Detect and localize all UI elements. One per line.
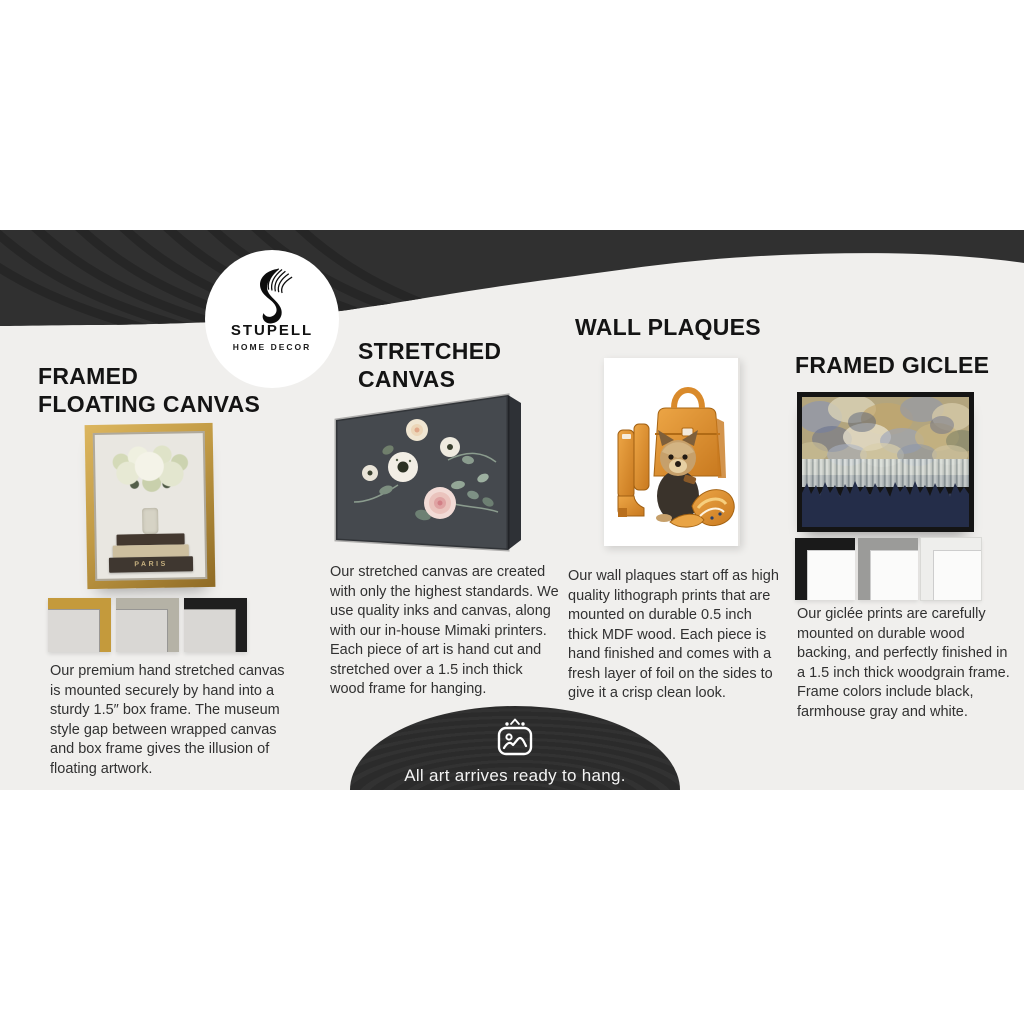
banner-text: All art arrives ready to hang. — [404, 766, 626, 785]
stretched-canvas-description: Our stretched canvas are created with only the highest standards. We use quality inks and canvas, along with our in-house Mimaki printers. Each piece of art is hand cut and stretched over a 1.5 inch thick wood frame for hanging. — [330, 564, 559, 697]
dog-with-orange-accessories-illustration — [604, 358, 738, 544]
giclee-frame-swatch-farmhouse-gray — [858, 538, 918, 600]
section-title-framed-floating-canvas: FRAMED FLOATING CANVAS — [38, 363, 261, 417]
frame-swatch-gold — [48, 598, 111, 652]
product-photo-wall-plaque — [604, 358, 740, 546]
framed-art-icon — [492, 718, 538, 764]
section-title-framed-giclee: FRAMED GICLEE — [795, 352, 990, 378]
section-title-stretched-canvas: STRETCHED CANVAS — [358, 338, 502, 392]
framed-floating-canvas-description: Our premium hand stretched canvas is mounted securely by hand into a sturdy 1.5″ box frame. The museum style gap between wrapped canvas and box frame gives the illusion of floating artwork. — [50, 663, 285, 777]
product-photo-stretched-canvas — [328, 390, 528, 562]
brand-name: STUPELL — [230, 322, 314, 339]
giclee-frame-swatch-white — [921, 538, 981, 600]
frame-swatch-silver — [116, 598, 179, 652]
stacked-books-illustration — [105, 533, 196, 573]
stupell-s-icon — [245, 262, 299, 324]
product-photo-framed-giclee — [797, 392, 974, 532]
vase-illustration — [142, 508, 158, 534]
top-swoosh-graphic — [0, 230, 1024, 330]
section-title-wall-plaques: WALL PLAQUES — [575, 314, 761, 340]
product-photo-framed-floating-canvas — [85, 423, 216, 589]
hydrangea-bouquet-illustration — [95, 435, 204, 517]
framed-giclee-description: Our giclée prints are carefully mounted on durable wood backing, and perfectly finished in a 1.5 inch thick woodgrain frame. Frame colors include black, farmhouse gray and white. — [797, 606, 1010, 720]
ready-to-hang-banner — [350, 706, 680, 790]
wall-plaques-description: Our wall plaques start off as high quality lithograph prints that are mounted on durable 0.5 inch thick MDF wood. Each piece is hand finished and comes with a fresh layer of foil on the sides to give it a crisp clean look. — [568, 568, 779, 701]
floating-canvas-artwork — [93, 431, 208, 581]
giclee-frame-swatch-black — [795, 538, 855, 600]
abstract-navy-gold-artwork — [802, 397, 969, 527]
product-infographic-poster — [0, 230, 1024, 790]
paris-book-spine-label: PARIS — [134, 560, 168, 569]
stupell-logo — [205, 250, 339, 388]
brand-tagline: HOME DECOR — [232, 342, 312, 352]
frame-swatch-black — [184, 598, 247, 652]
